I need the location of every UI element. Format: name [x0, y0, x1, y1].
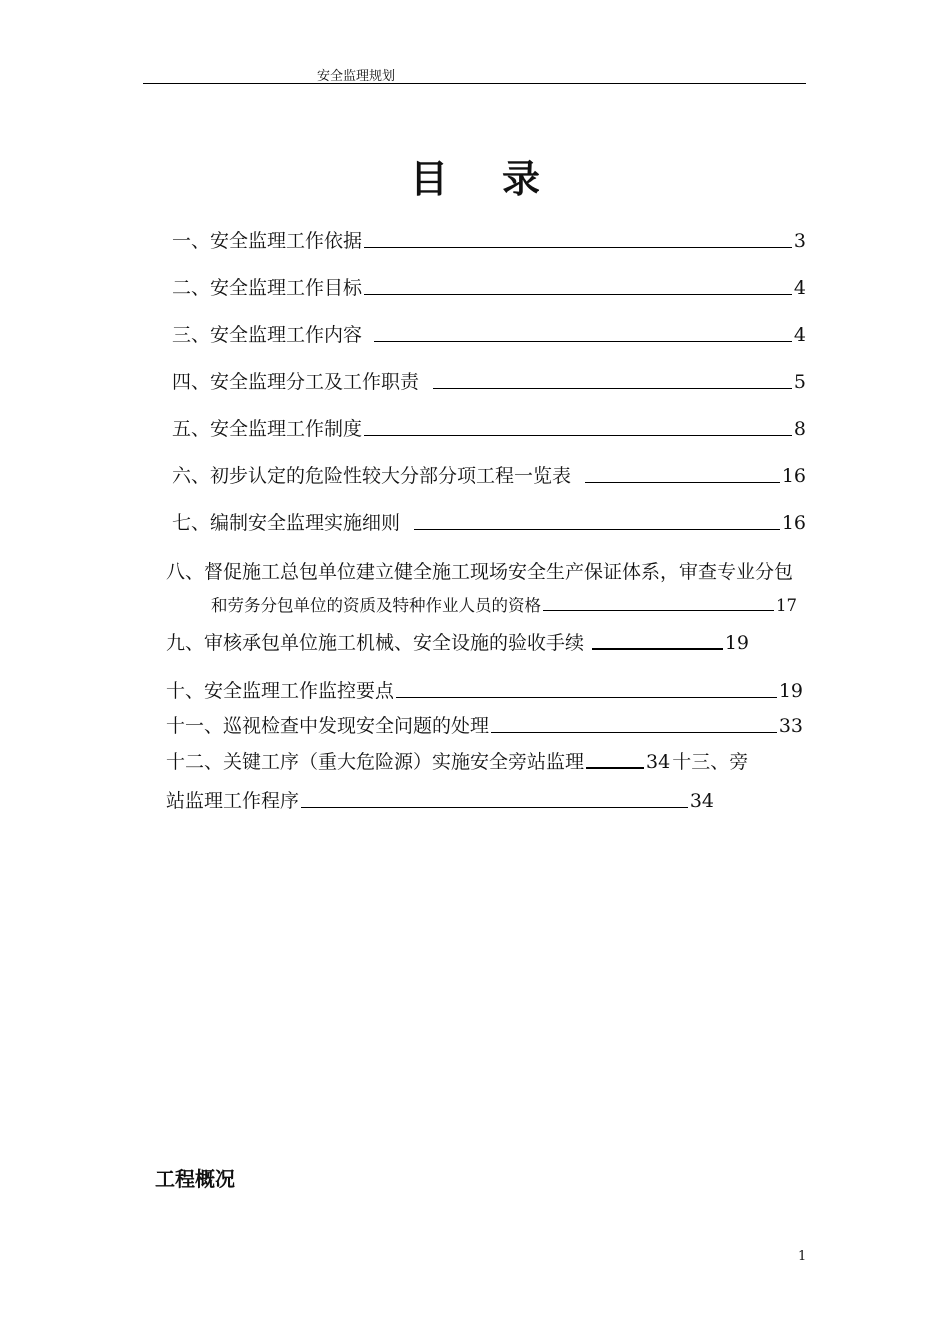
toc-entry-page: 3 [793, 230, 806, 252]
page-number: 1 [798, 1249, 807, 1264]
toc-entry[interactable] [166, 676, 803, 703]
toc-entry-label: 站监理工作程序 [166, 790, 300, 812]
toc-entry-page: 33 [778, 715, 803, 737]
toc-entry-page: 17 [776, 596, 797, 615]
dot-leader [414, 529, 780, 530]
dot-leader [374, 341, 792, 342]
toc-entry[interactable] [172, 226, 806, 253]
toc-entry-label: 九、审核承包单位施工机械、安全设施的验收手续 [166, 632, 585, 654]
header-rule [143, 83, 806, 84]
toc-entry[interactable] [166, 628, 749, 655]
dot-leader [491, 732, 777, 733]
toc-entry-label-line1[interactable]: 八、督促施工总包单位建立健全施工现场安全生产保证体系，审查专业分包 [166, 561, 794, 583]
toc-entry-label: 三、安全监理工作内容 [172, 324, 363, 346]
toc-entry-label: 十、安全监理工作监控要点 [166, 680, 395, 702]
toc-entry-page: 5 [793, 371, 806, 393]
toc-entry-page: 19 [778, 680, 803, 702]
toc-entry-page: 4 [793, 324, 806, 346]
dot-leader [364, 435, 792, 436]
running-header: 安全监理规划 [317, 69, 396, 84]
toc-entry[interactable] [172, 508, 806, 535]
toc-entry[interactable] [172, 320, 806, 347]
toc-entry[interactable] [166, 786, 714, 813]
dot-leader [592, 648, 723, 650]
toc-entry-page: 34 [646, 751, 671, 773]
dot-leader [585, 482, 780, 483]
dot-leader [543, 610, 774, 611]
toc-entry[interactable] [172, 367, 806, 394]
toc-entry[interactable] [172, 461, 806, 488]
toc-entry[interactable] [166, 747, 806, 774]
toc-entry-label: 七、编制安全监理实施细则 [172, 512, 401, 534]
toc-entry[interactable] [166, 711, 803, 738]
toc-entry-continuation: 十三、旁 [672, 751, 749, 773]
toc-entry-label: 十一、巡视检查中发现安全问题的处理 [166, 715, 490, 737]
dot-leader [301, 807, 688, 808]
toc-entry[interactable] [172, 414, 806, 441]
toc-entry-label: 四、安全监理分工及工作职责 [172, 371, 420, 393]
toc-entry-page: 8 [793, 418, 806, 440]
dot-leader [364, 294, 792, 295]
toc-entry-label: 二、安全监理工作目标 [172, 277, 363, 299]
toc-entry-label: 一、安全监理工作依据 [172, 230, 363, 252]
toc-entry-label: 五、安全监理工作制度 [172, 418, 363, 440]
dot-leader [364, 247, 792, 248]
toc-entry-label: 六、初步认定的危险性较大分部分项工程一览表 [172, 465, 572, 487]
toc-entry-page: 19 [724, 632, 749, 654]
section-heading: 工程概况 [155, 1167, 235, 1191]
toc-entry[interactable] [172, 273, 806, 300]
dot-leader [433, 388, 792, 389]
toc-entry-page: 16 [781, 465, 806, 487]
toc-entry-label: 十二、关键工序（重大危险源）实施安全旁站监理 [166, 751, 585, 773]
dot-leader [396, 697, 777, 698]
toc-entry-page: 4 [793, 277, 806, 299]
toc-entry-page: 34 [689, 790, 714, 812]
toc-title: 目录 [409, 156, 594, 201]
dot-leader [586, 767, 644, 769]
toc-entry-page: 16 [781, 512, 806, 534]
toc-entry[interactable] [211, 592, 797, 616]
toc-entry-label-line2: 和劳务分包单位的资质及特种作业人员的资格 [211, 596, 541, 615]
